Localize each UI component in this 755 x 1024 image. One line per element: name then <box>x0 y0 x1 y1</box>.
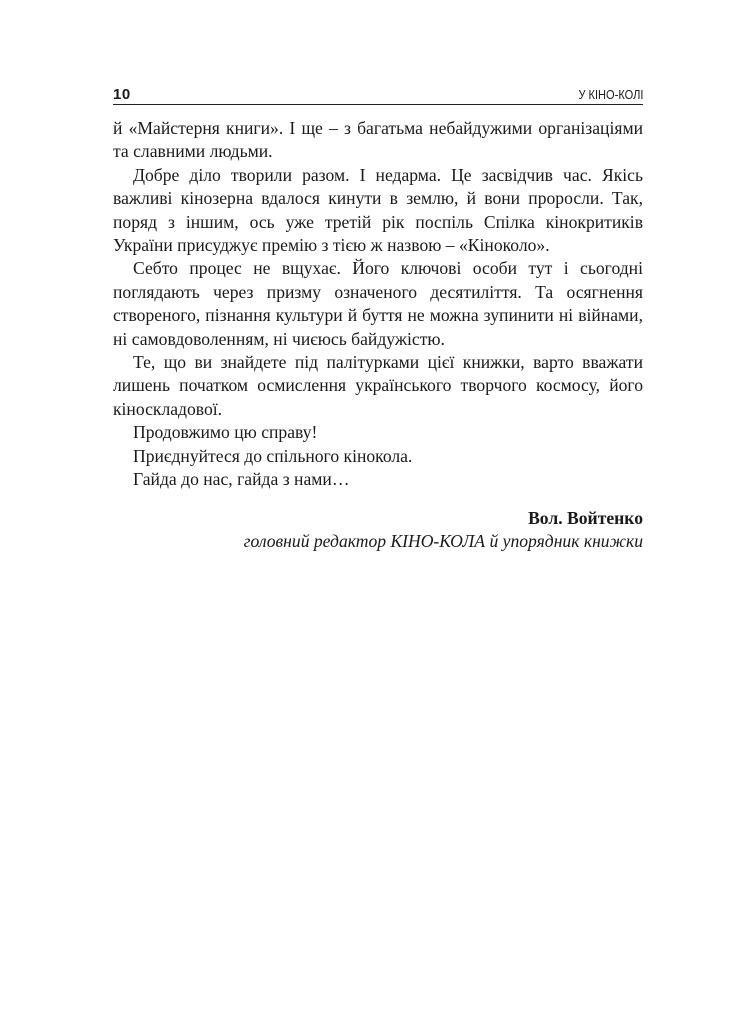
paragraph: Добре діло творили разом. І недарма. Це засвідчив час. Якісь важливі кінозерна вдалося кинути в землю, й вони проросли. Так, поряд з іншим, ось уже третій рік поспіль Спілка кінокритиків України присуджує премію з тією ж назвою – «Кіноколо». <box>113 164 643 256</box>
author-role: головний редактор КІНО-КОЛА й упорядник книжки <box>243 531 643 551</box>
running-title: У КІНО-КОЛІ <box>578 87 643 102</box>
body-text <box>113 117 643 492</box>
paragraph: Себто процес не вщухає. Його ключові особи тут і сьогодні поглядають через призму означеного десятиліття. Та осягнення створеного, пізнання культури й буття не можна зупинити ні війнами, ні самовдоволенням, ні чиєюсь байдужістю. <box>113 258 643 349</box>
paragraph: Продовжимо цю справу! <box>133 422 318 443</box>
paragraph: Те, що ви знайдете під палітурками цієї книжки, варто вважати лишень початком осмислення українського творчого космосу, його кіноскладової. <box>113 352 643 419</box>
author-name: Вол. Войтенко <box>528 508 643 528</box>
page-number: 10 <box>113 86 131 103</box>
signature-block <box>113 507 643 553</box>
paragraph: й «Майстерня книги». І ще – з багатьма небайдужими організаціями та славними людьми. <box>113 118 643 162</box>
paragraph: Гайда до нас, гайда з нами… <box>133 469 350 490</box>
paragraph: Приєднуйтеся до спільного кінокола. <box>133 445 413 466</box>
running-header <box>113 84 643 105</box>
